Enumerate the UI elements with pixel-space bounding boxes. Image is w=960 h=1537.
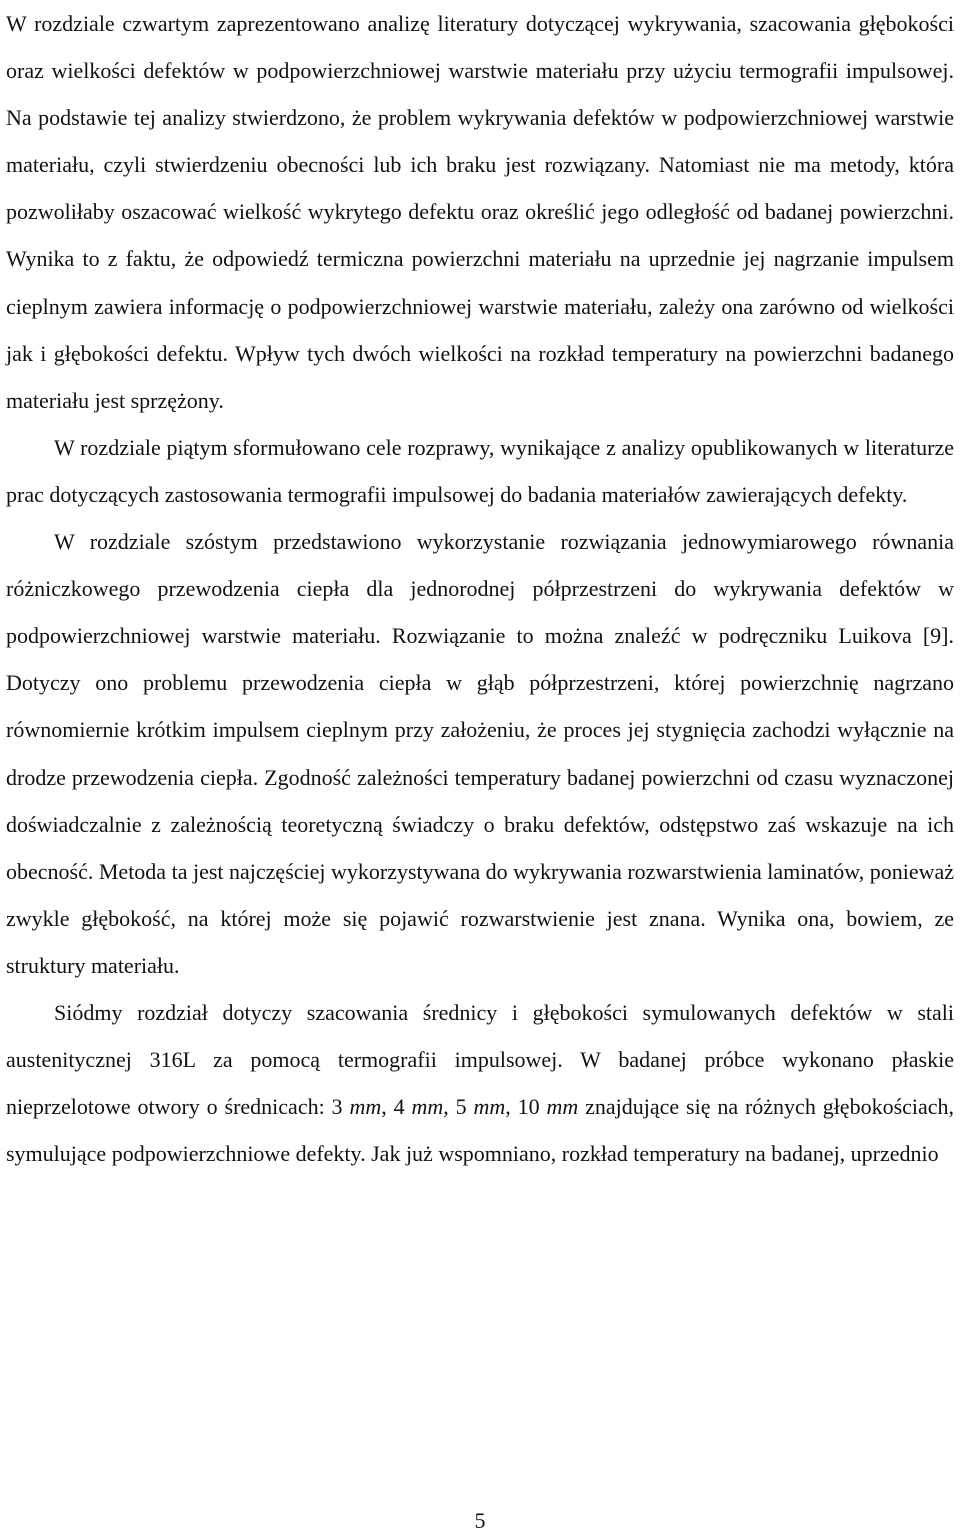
unit-mm: mm	[411, 1094, 444, 1120]
paragraph-chapter-seven-text: Siódmy rozdział dotyczy szacowania średnicy i głębokości symulowanych defektów w stali austenitycznej 316L za pomocą termografii impulsowej. W badanej próbce wykonano płaskie nieprzelotowe otwory o średnicach: 3	[6, 999, 954, 1120]
paragraph-chapter-five: W rozdziale piątym sformułowano cele rozprawy, wynikające z analizy opublikowanych w literaturze prac dotyczących zastosowania termografii impulsowej do badania materiałów zawierających defekty.	[6, 434, 954, 507]
separator: , 4	[381, 1094, 412, 1120]
unit-mm: mm	[546, 1094, 579, 1120]
unit-mm: mm	[473, 1094, 506, 1120]
paragraph-chapter-six: W rozdziale szóstym przedstawiono wykorzystanie rozwiązania jednowymiarowego równania różniczkowego przewodzenia ciepła dla jednorodnej półprzestrzeni do wykrywania defektów w podpowierzchniowej warstwie materiału. Rozwiązanie to można znaleźć w podręczniku Luikova [9]. Dotyczy ono problemu przewodzenia ciepła w głąb półprzestrzeni, której powierzchnię nagrzano równomiernie krótkim impulsem cieplnym przy założeniu, że proces jej stygnięcia zachodzi wyłącznie na drodze przewodzenia ciepła. Zgodność zależności temperatury badanej powierzchni od czasu wyznaczonej doświadczalnie z zależnością teoretyczną świadczy o braku defektów, odstępstwo zaś wskazuje na ich obecność. Metoda ta jest najczęściej wykorzystywana do wykrywania rozwarstwienia laminatów, ponieważ zwykle głębokość, na której może się pojawić rozwarstwienie jest znana. Wynika ona, bowiem, ze struktury materiału.	[6, 529, 954, 978]
separator: , 5	[443, 1094, 474, 1120]
unit-mm: mm	[349, 1094, 382, 1120]
paragraph-chapter-four: W rozdziale czwartym zaprezentowano analizę literatury dotyczącej wykrywania, szacowania głębokości oraz wielkości defektów w podpowierzchniowej warstwie materiału przy użyciu termografii impulsowej. Na podstawie tej analizy stwierdzono, że problem wykrywania defektów w podpowierzchniowej warstwie materiału, czyli stwierdzeniu obecności lub ich braku jest rozwiązany. Natomiast nie ma metody, która pozwoliłaby oszacować wielkość wykrytego defektu oraz określić jego odległość od badanej powierzchni. Wynika to z faktu, że odpowiedź termiczna powierzchni materiału na uprzednie jej nagrzanie impulsem cieplnym zawiera informację o podpowierzchniowej warstwie materiału, zależy ona zarówno od wielkości jak i głębokości defektu. Wpływ tych dwóch wielkości na rozkład temperatury na powierzchni badanego materiału jest sprzężony.	[6, 11, 954, 413]
paragraph-chapter-seven	[6, 989, 954, 1177]
paragraph-chapter-seven-continuation: znajdujące się na różnych głębokościach, symulujące podpowierzchniowe defekty. Jak już wspomniano, rozkład temperatury na badanej, uprzednio	[6, 1094, 955, 1167]
document-page	[6, 0, 954, 1537]
page-number: 5	[474, 1508, 486, 1533]
separator: , 10	[505, 1094, 547, 1120]
